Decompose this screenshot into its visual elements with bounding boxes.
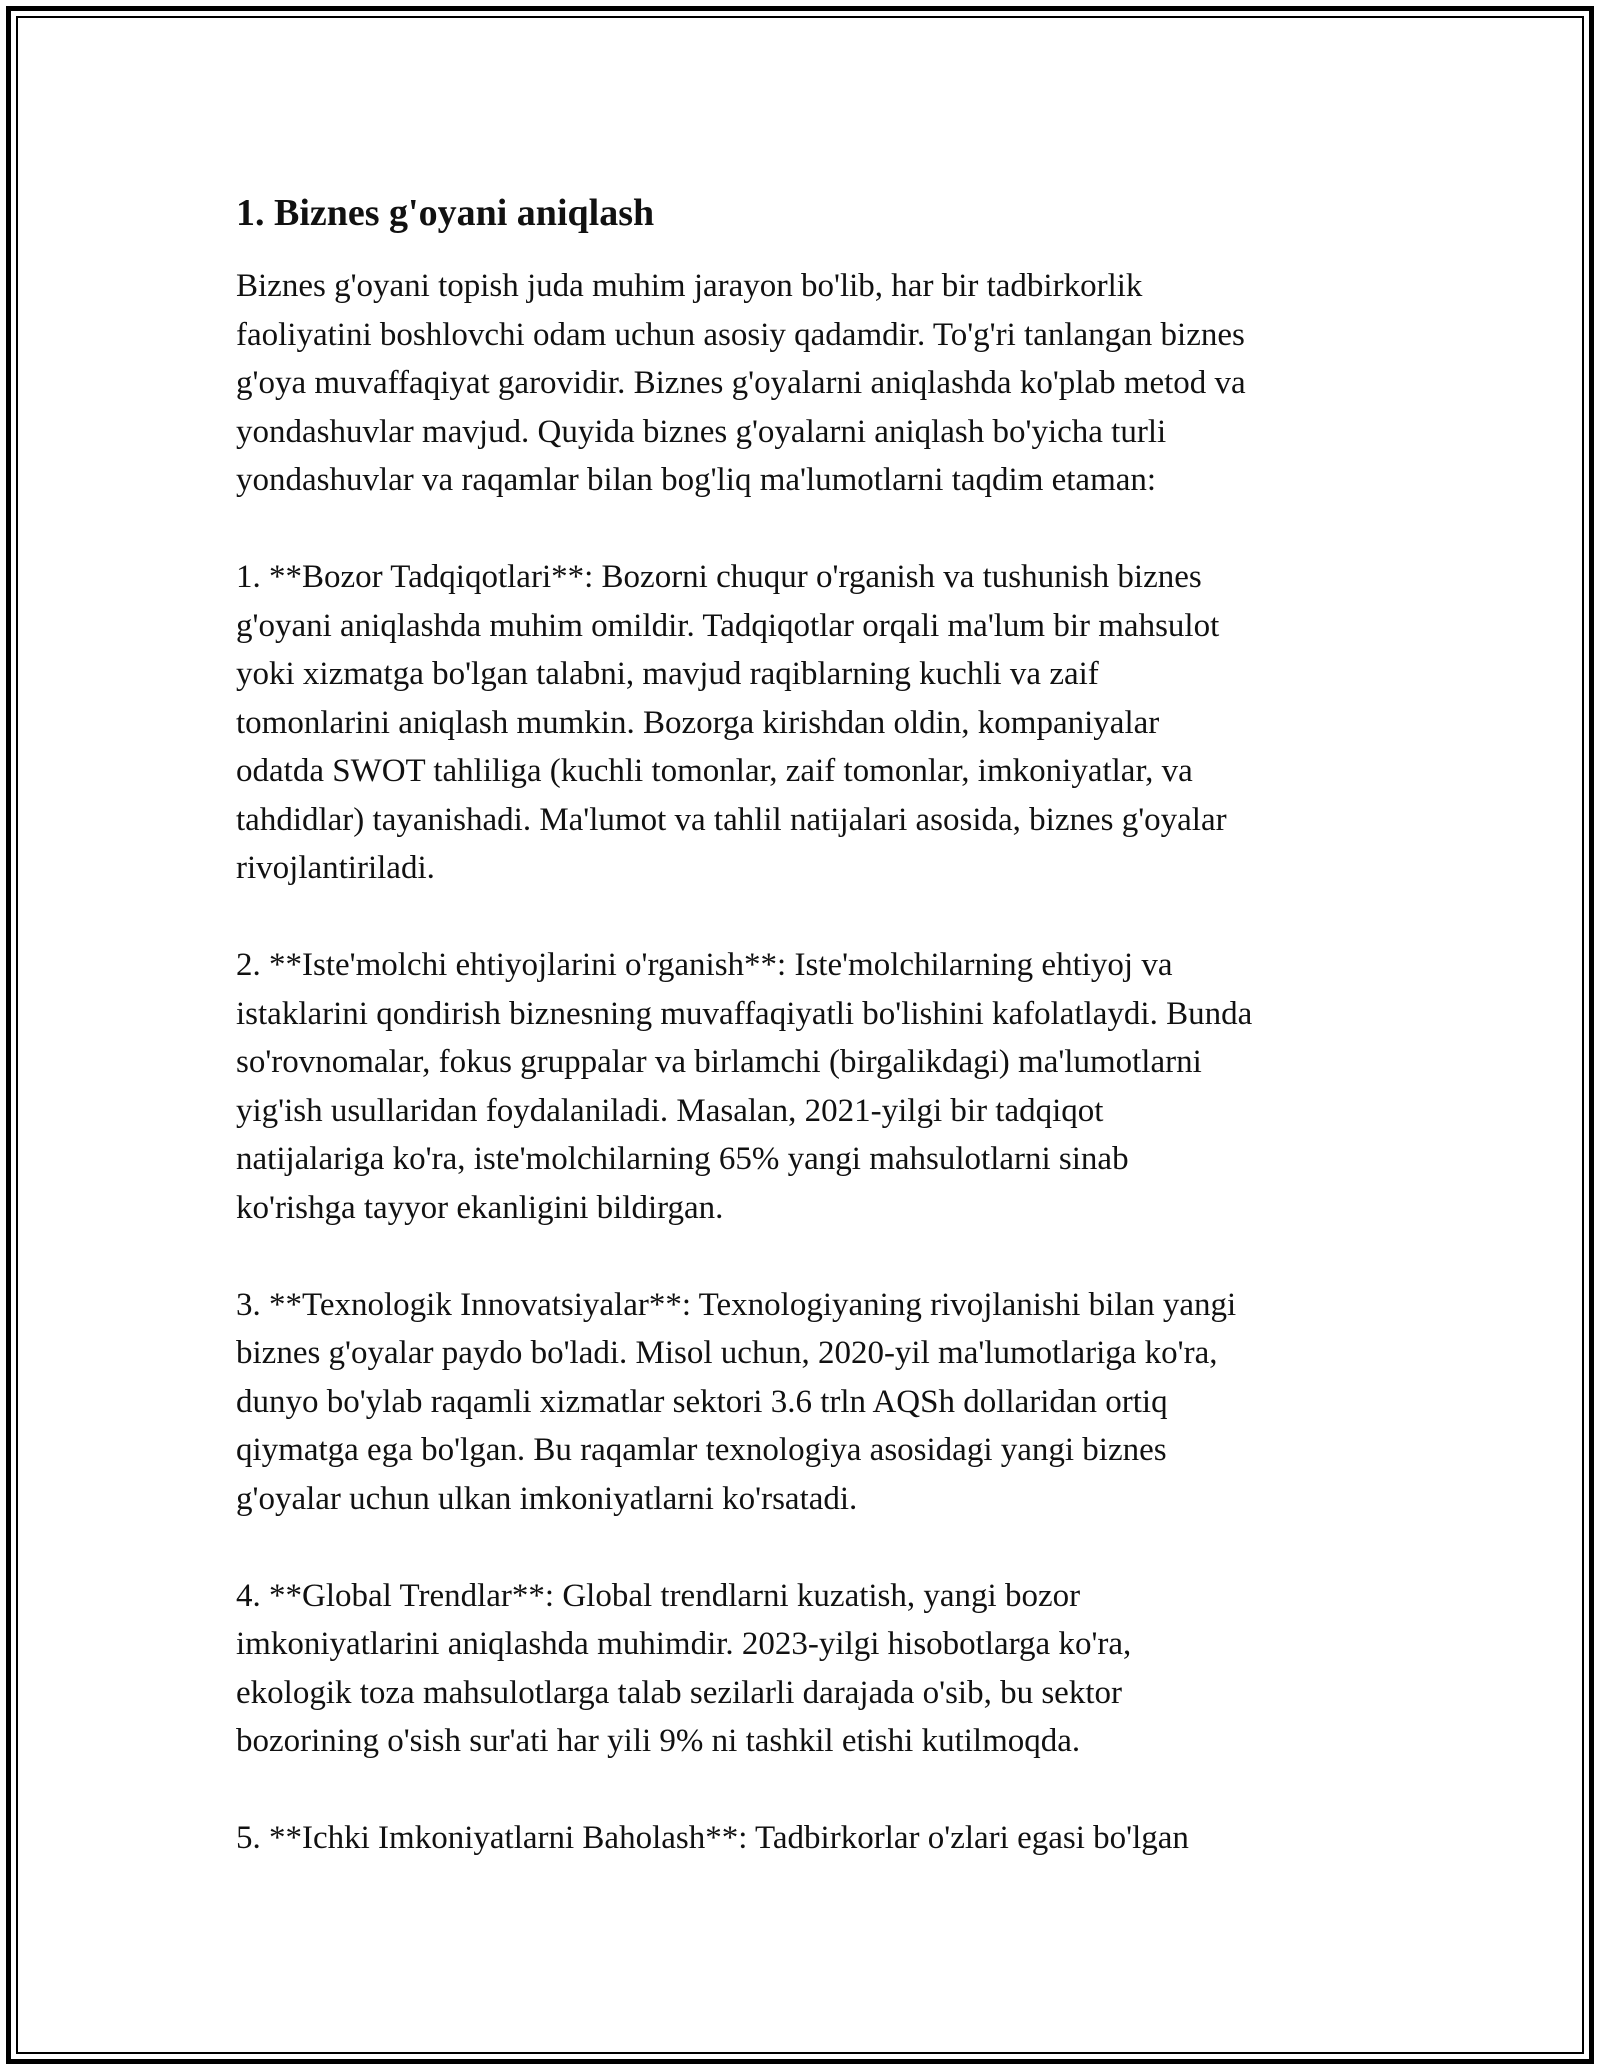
list-item-texnologik-innovatsiyalar: 3. **Texnologik Innovatsiyalar**: Texnologiyaning rivojlanishi bilan yangi biznes g'oyalar paydo bo'ladi. Misol uchun, 2020-yil ma'lumotlariga ko'ra, dunyo bo'ylab raqamli xizmatlar sektori 3.6 trln AQSh dollaridan ortiq qiymatga ega bo'lgan. Bu raqamlar texnologiya asosidagi yangi biznes g'oyalar uchun ulkan imkoniyatlarni ko'rsatadi. — [236, 1286, 1237, 1517]
document-body — [236, 188, 1376, 1911]
list-item-bozor-tadqiqotlari: 1. **Bozor Tadqiqotlari**: Bozorni chuqur o'rganish va tushunish biznes g'oyani aniqlashda muhim omildir. Tadqiqotlar orqali ma'lum bir mahsulot yoki xizmatga bo'lgan talabni, mavjud raqiblarning kuchli va zaif tomonlarini aniqlash mumkin. Bozorga kirishdan oldin, kompaniyalar odatda SWOT tahliliga (kuchli tomonlar, zaif tomonlar, imkoniyatlar, va tahdidlar) tayanishadi. Ma'lumot va tahlil natijalari asosida, biznes g'oyalar rivojlantiriladi. — [236, 559, 1227, 886]
section-heading: 1. Biznes g'oyani aniqlash — [236, 192, 655, 234]
list-item-istemolchi-ehtiyojlari: 2. **Iste'molchi ehtiyojlarini o'rganish**: Iste'molchilarning ehtiyoj va istaklarini qondirish biznesning muvaffaqiyatli bo'lishini kafolatlaydi. Bunda so'rovnomalar, fokus gruppalar va birlamchi (birgalikdagi) ma'lumotlarni yig'ish usullaridan foydalaniladi. Masalan, 2021-yilgi bir tadqiqot natijalariga ko'ra, iste'molchilarning 65% yangi mahsulotlarni sinab ko'rishga tayyor ekanligini bildirgan. — [236, 947, 1253, 1226]
list-item-ichki-imkoniyatlar: 5. **Ichki Imkoniyatlarni Baholash**: Tadbirkorlar o'zlari egasi bo'lgan — [236, 1820, 1189, 1856]
intro-paragraph: Biznes g'oyani topish juda muhim jarayon bo'lib, har bir tadbirkorlik faoliyatini boshlovchi odam uchun asosiy qadamdir. To'g'ri tanlangan biznes g'oya muvaffaqiyat garovidir. Biznes g'oyalarni aniqlashda ko'plab metod va yondashuvlar mavjud. Quyida biznes g'oyalarni aniqlash bo'yicha turli yondashuvlar va raqamlar bilan bog'liq ma'lumotlarni taqdim etaman: — [236, 268, 1246, 498]
list-item-global-trendlar: 4. **Global Trendlar**: Global trendlarni kuzatish, yangi bozor imkoniyatlarini aniqlashda muhimdir. 2023-yilgi hisobotlarga ko'ra, ekologik toza mahsulotlarga talab sezilarli darajada o'sib, bu sektor bozorining o'sish sur'ati har yili 9% ni tashkil etishi kutilmoqda. — [236, 1577, 1132, 1759]
